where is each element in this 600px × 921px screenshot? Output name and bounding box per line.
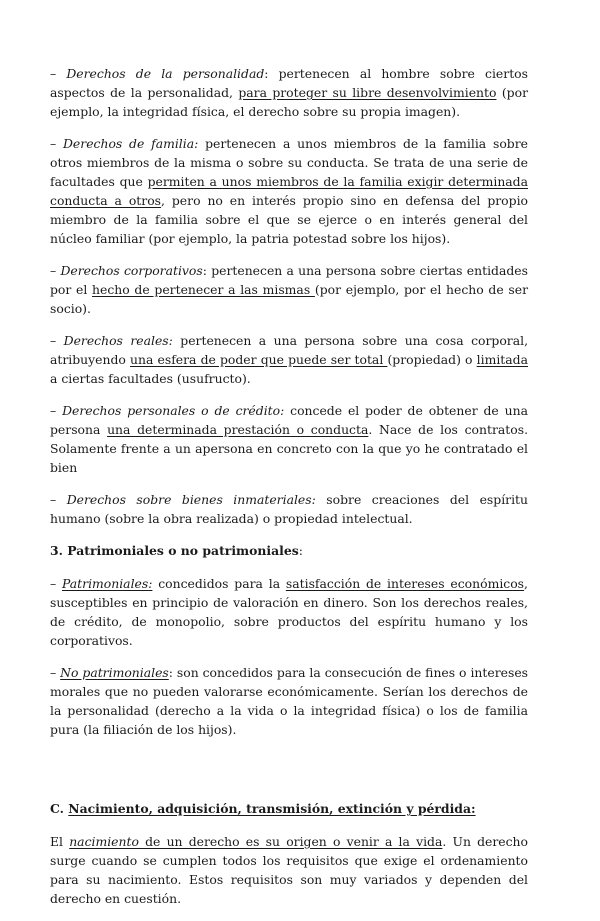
term-bienes-inmateriales: Derechos sobre bienes inmateriales: [66,492,316,507]
text: sobre creaciones del espíritu humano (sobre la obra realizada) o propiedad intelectual. [50,492,528,526]
underlined-text: una esfera de poder que puede ser total [130,352,388,367]
text: (por ejemplo, la integridad física, el derecho sobre su propia imagen). [50,85,529,119]
dash: – [50,403,63,418]
text: , pero no en interés propio sino en defensa del propio miembro de la familia sobre el que se ejerce o en interés general del núcleo familiar (por ejemplo, la patria potestad sobre los hijos). [50,193,528,246]
dash: – [50,263,61,278]
section-heading-nacimiento [50,799,528,818]
dash: – [50,492,67,507]
paragraph-derechos-familia [50,134,528,248]
dash: – [50,665,61,680]
dash: – [50,136,63,151]
heading-text: 3. Patrimoniales o no patrimoniales [50,543,299,558]
underlined-text: hecho de pertenecer a las mismas [92,282,315,297]
text: (propiedad) o [387,352,477,367]
text: concede el poder de obtener de una persona [50,403,528,437]
paragraph-derechos-personalidad [50,64,528,121]
dash: – [50,576,62,591]
text: pertenecen a unos miembros de la familia sobre otros miembros de la misma o sobre su conducta. Se trata de una serie de facultades que [50,136,528,189]
text: . Nace de los contratos. Solamente frente a un apersona en concreto con la que yo he contratado el bien [50,422,529,475]
text: (por ejemplo, por el hecho de ser socio). [50,282,528,316]
term-patrimoniales: Patrimoniales: [62,576,153,591]
underlined-text: para proteger su libre desenvolvimiento [238,85,497,100]
term-derechos-personalidad: Derechos de la personalidad [66,66,265,81]
text: . Un derecho surge cuando se cumplen todos los requisitos que exige el ordenamiento para su nacimiento. Estos requisitos son muy variados y dependen del derecho en cuestión. [50,834,529,906]
section-label: C. [50,801,69,816]
document-page [50,64,528,921]
underlined-text: permiten a unos miembros de la familia exigir determinada conducta a otros [50,174,529,208]
underlined-text: limitada [476,352,528,367]
text: pertenecen a una persona sobre una cosa corporal, atribuyendo [50,333,529,367]
paragraph-no-patrimoniales [50,663,528,739]
heading-underlined: Nacimiento, adquisición, transmisión, extinción y pérdida: [68,801,476,816]
paragraph-bienes-inmateriales [50,490,528,528]
term-derechos-familia: Derechos de familia: [63,136,199,151]
text: : pertenecen a una persona sobre ciertas entidades por el [50,263,528,297]
term-derechos-reales: Derechos reales: [63,333,173,348]
section-heading-patrimoniales [50,541,528,560]
paragraph-derechos-credito [50,401,528,477]
term-derechos-corporativos: Derechos corporativos [60,263,203,278]
dash: – [50,66,67,81]
paragraph-patrimoniales [50,574,528,650]
text: concedidos para la [152,576,286,591]
text: : pertenecen al hombre sobre ciertos aspectos de la personalidad, [50,66,528,100]
heading-colon: : [298,543,303,558]
paragraph-nacimiento [50,832,528,908]
term-derechos-credito: Derechos personales o de crédito: [62,403,285,418]
underlined-text: una determinada prestación o conducta [107,422,369,437]
text: : son concedidos para la consecución de fines o intereses morales que no pueden valorarse económicamente. Serían los derechos de la personalidad (derecho a la vida o la integridad física) o los de familia pura (la filiación de los hijos). [50,665,529,737]
dash: – [50,333,64,348]
underlined-text: de un derecho es su origen o venir a la vida [138,834,443,849]
paragraph-derechos-corporativos [50,261,528,318]
term-nacimiento: nacimiento [69,834,139,849]
text: , susceptibles en principio de valoración en dinero. Son los derechos reales, de crédito, de monopolio, sobre productos del espíritu humano y los corporativos. [50,576,528,648]
term-no-patrimoniales: No patrimoniales [60,665,169,680]
underlined-text: satisfacción de intereses económicos [285,576,525,591]
text: El [50,834,70,849]
text: a ciertas facultades (usufructo). [50,371,251,386]
paragraph-derechos-reales [50,331,528,388]
